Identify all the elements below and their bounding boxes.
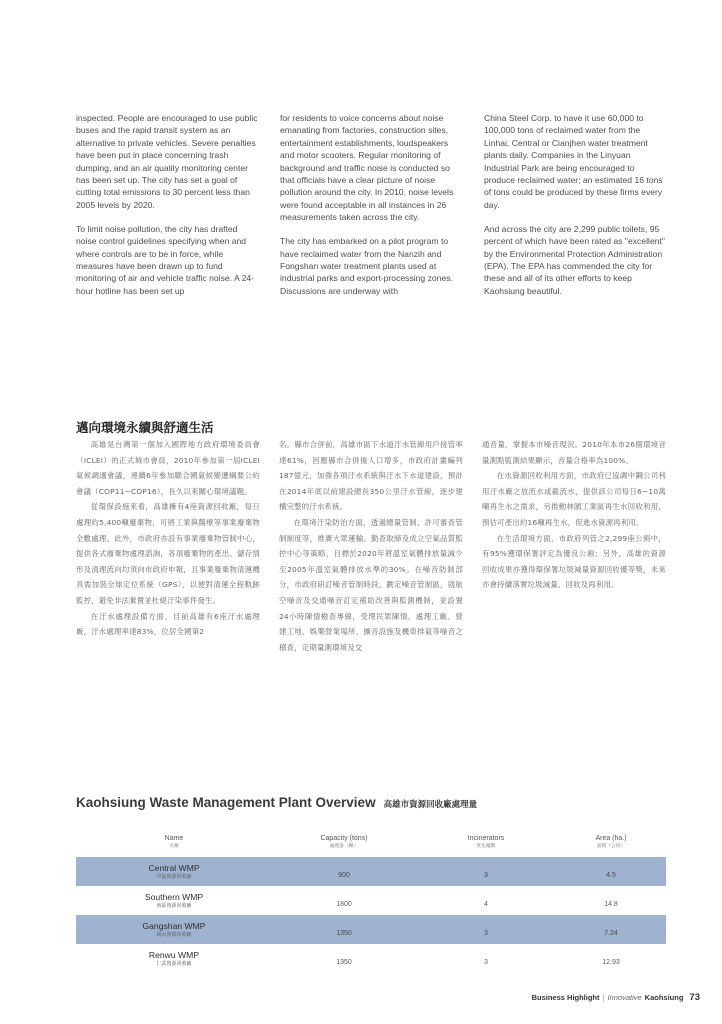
capacity-value: 900 bbox=[338, 872, 350, 879]
header-label: Incinerators bbox=[467, 835, 505, 842]
english-column-1 bbox=[76, 112, 258, 309]
area-cell bbox=[556, 857, 666, 886]
english-article-body bbox=[76, 112, 666, 309]
paragraph: 從環保設施來看，高雄擁有4座資源回收廠，每日處理約5,400噸廢棄物，可將工業與醫療等事業廢棄物全數處理。此外，市政府亦設有事業廢棄物管制中心，提供各式廢棄物處理諮詢，各項廢棄物的產出、儲存情形及清理流向均須向市政府申報，且事業廢棄物清運機具需加裝全球定位系統（GPS），以便對清運全程軌跡監控，避免非法棄置並杜絕汙染事件發生。 bbox=[76, 502, 260, 605]
plant-name: Renwu WMP bbox=[148, 949, 200, 960]
english-column-3 bbox=[484, 112, 666, 309]
incinerators-value: 3 bbox=[484, 930, 488, 937]
header-label-zh: 處理量（噸） bbox=[329, 844, 359, 849]
page-footer bbox=[532, 992, 700, 1003]
chinese-column-2 bbox=[279, 437, 463, 655]
table-row bbox=[76, 915, 666, 944]
table-header-row bbox=[76, 834, 666, 857]
paragraph: 在汙水處理設備方面，目前高雄有6座汙水處理廠，汙水處理率達83%，位居全國第2 bbox=[76, 611, 260, 637]
header-label-zh: 焚化爐數 bbox=[476, 844, 496, 849]
plant-name: Southern WMP bbox=[144, 891, 204, 902]
incinerators-value: 4 bbox=[484, 901, 488, 908]
paragraph: 在水資源回收利用方面，市政府已協調中鋼公司利用汙水廠之放流水或截流水，提供該公司每日6~10萬噸再生水之需求，另推動林園工業區再生水回收利用，預估可產出約16噸再生水，促進水資源再利用。 bbox=[482, 471, 666, 527]
incinerators-cell bbox=[416, 886, 556, 915]
incinerators-value: 3 bbox=[484, 959, 488, 966]
incinerators-cell bbox=[416, 944, 556, 973]
paragraph: for residents to voice concerns about noise emanating from factories, construction sites, entertainment establishments, loudspeakers and motor scooters. Regular monitoring of background and traffic noise is conducted so that officials have a clear picture of noise pollution around the city. In 2010, noise levels were found acceptable in all instances in 26 measurements taken across the city. bbox=[280, 113, 454, 223]
paragraph: 在環境汙染防治方面，透過總量管制、許可審查管制制度等，推廣大眾運輸、勤查取締及成立空氣品質監控中心等策略，目標於2020年將溫室氣體排放量減少至2005年溫室氣體排放水準的30%。在噪音防制部分，市政府研訂噪音管制時段，劃定噪音管制區，就航空噪音及交通噪音訂定補助改善與監測機制，並設置24小時陳情檢查專線，受理民眾陳情。處理工廠、營建工地、娛樂營業場所、擴音設施及機車排氣等噪音之稽查，定期量測環境及交 bbox=[279, 517, 463, 652]
incinerators-value: 3 bbox=[484, 872, 488, 879]
header-name bbox=[76, 834, 272, 857]
area-cell bbox=[556, 915, 666, 944]
paragraph: 名。縣市合併前，高雄市區下水道汙水管線用戶接管率達61%，因應縣市合併後人口增多，市政府計畫編列187億元，加強各項汙水系統與汙水下水道建設，預計在2014年底以前建設總長350公里汙水管線，逐步建構完整的汙水系統。 bbox=[279, 440, 463, 512]
area-value: 14.8 bbox=[604, 901, 618, 908]
header-label: Name bbox=[164, 835, 184, 842]
header-capacity bbox=[272, 834, 416, 857]
capacity-cell bbox=[272, 944, 416, 973]
table-title-english: Kaohsiung Waste Management Plant Overview bbox=[76, 795, 376, 810]
header-label: Area (ha.) bbox=[595, 835, 627, 842]
area-cell bbox=[556, 886, 666, 915]
incinerators-cell bbox=[416, 857, 556, 886]
header-incinerators bbox=[416, 834, 556, 857]
area-value: 12.93 bbox=[602, 959, 620, 966]
plant-name-zh: 岡山資源回收廠 bbox=[156, 931, 192, 938]
table-title-chinese: 高雄市資源回收廠處理量 bbox=[383, 800, 478, 810]
plant-name-zh: 仁武資源回收廠 bbox=[156, 960, 192, 967]
paragraph: inspected. People are encouraged to use public buses and the rapid transit system as an alternative to private vehicles. Severe penalties have been put in place concerning trash dumping, and an air quality monitoring center has been set up. The city has set a goal of cutting total emissions to 30 percent less than 2005 levels by 2020. bbox=[76, 113, 258, 210]
plant-name-zh: 南區資源回收廠 bbox=[156, 902, 192, 909]
paragraph: To limit noise pollution, the city has drafted noise control guidelines specifying when and where controls are to be in force, while measures have been drawn up to fund monitoring of air and vehicle traffic noise. A 24-hour hotline has been set up bbox=[76, 223, 255, 296]
header-label-zh: 名稱 bbox=[169, 844, 179, 849]
area-value: 7.24 bbox=[604, 930, 618, 937]
header-label-zh: 面積（公頃） bbox=[596, 844, 626, 849]
chinese-column-3 bbox=[482, 437, 666, 655]
header-area bbox=[556, 834, 666, 857]
capacity-value: 1350 bbox=[336, 930, 352, 937]
area-cell bbox=[556, 944, 666, 973]
english-column-2 bbox=[280, 112, 462, 309]
plant-name-cell bbox=[76, 857, 272, 886]
capacity-cell bbox=[272, 886, 416, 915]
paragraph: And across the city are 2,299 public toilets, 95 percent of which have been rated as "excellent" by the Environmental Protection Administration (EPA). The EPA has commended the city for these and all of its other efforts to keep Kaohsiung beautiful. bbox=[484, 223, 665, 296]
plant-name: Central WMP bbox=[148, 862, 200, 873]
paragraph: 在生活環境方面，市政府列管之2,299座公廁中，有95%獲環保署評定為優良公廁；另外，高雄的資源回收成果亦獲得環保署垃圾減量資源回收優等獎，未來亦會持續落實垃圾減量、回收及再利用。 bbox=[482, 533, 666, 590]
paragraph: The city has embarked on a pilot program to have reclaimed water from the Nanzih and Fongshan water treatment plants used at industrial parks and export-processing zones. Discussions are underway with bbox=[280, 236, 453, 296]
incinerators-cell bbox=[416, 915, 556, 944]
capacity-cell bbox=[272, 857, 416, 886]
area-value: 4.5 bbox=[606, 872, 616, 879]
table-row bbox=[76, 944, 666, 973]
capacity-cell bbox=[272, 915, 416, 944]
paragraph: 通音量，掌握本市噪音現況。2010年本市26個環境音量測點監測結果顯示，音量合格率為100%。 bbox=[482, 440, 666, 465]
table-row bbox=[76, 857, 666, 886]
plant-name-cell bbox=[76, 944, 272, 973]
chinese-column-1 bbox=[76, 437, 260, 655]
footer-italic: Innovative bbox=[607, 993, 642, 1002]
plant-name-zh: 中區資源回收廠 bbox=[156, 873, 192, 880]
capacity-value: 1800 bbox=[336, 901, 352, 908]
footer-section: Business Highlight bbox=[531, 993, 600, 1002]
footer-city: Kaohsiung bbox=[644, 993, 684, 1002]
header-label: Capacity (tons) bbox=[320, 835, 368, 842]
page-number: 73 bbox=[689, 992, 700, 1003]
table-title bbox=[76, 795, 666, 810]
chinese-section-heading: 邁向環境永續與舒適生活 bbox=[76, 420, 214, 435]
paragraph: China Steel Corp. to have it use 60,000 to 100,000 tons of reclaimed water from the Linhai, Central or Cianjhen water treatment plants daily. Companies in the Linyuan Industrial Park are being encouraged to produce reclaimed water; an estimated 16 tons of tons could be produced by these firms every day. bbox=[484, 113, 663, 210]
paragraph: 高雄是台灣第一個加入國際地方政府環境委員會（ICLEI）的正式城市會員，2010年參加第一屆ICLEI氣候調適會議，連續6年參加聯合國氣候變遷綱要公約會議（COP11~COP16），長久以來關心環境議題。 bbox=[76, 440, 260, 496]
capacity-value: 1350 bbox=[336, 959, 352, 966]
plant-name: Gangshan WMP bbox=[142, 920, 206, 931]
chinese-article-body bbox=[76, 437, 666, 655]
waste-plant-table bbox=[76, 834, 666, 973]
table-row bbox=[76, 886, 666, 915]
plant-name-cell bbox=[76, 886, 272, 915]
footer-separator: | bbox=[602, 993, 605, 1002]
plant-name-cell bbox=[76, 915, 272, 944]
